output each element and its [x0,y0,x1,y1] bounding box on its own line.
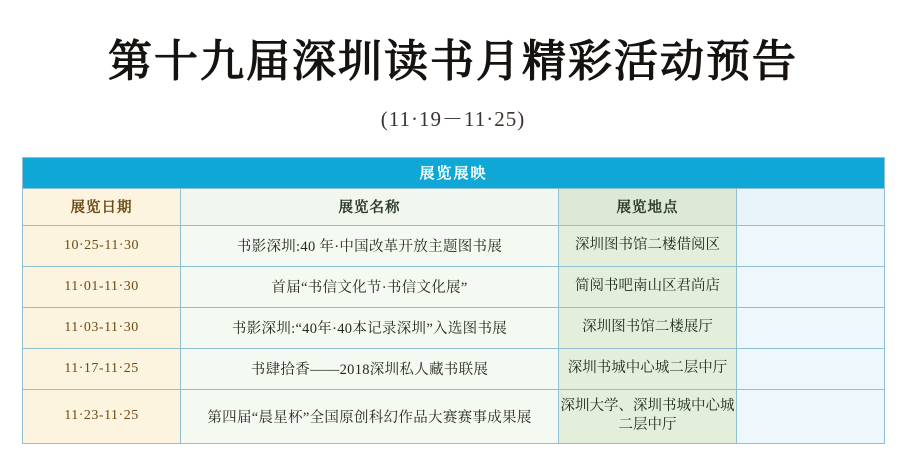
page-title: 第十九届深圳读书月精彩活动预告 [108,37,798,86]
poster-page [0,36,906,475]
cell-date: 11·03-11·30 [23,307,181,348]
cell-place: 深圳图书馆二楼展厅 [559,307,737,348]
cell-name: 书影深圳:“40年·40本记录深圳”入选图书展 [181,307,559,348]
cell-date: 11·01-11·30 [23,266,181,307]
table-row [23,389,885,443]
table-row [23,225,885,266]
schedule-table [22,157,885,444]
cell-name: 首届“书信文化节·书信文化展” [181,266,559,307]
table-row [23,307,885,348]
cell-name: 第四届“晨星杯”全国原创科幻作品大赛赛事成果展 [181,389,559,443]
cell-date: 11·17-11·25 [23,348,181,389]
cell-extra [737,266,885,307]
table-header-row [23,188,885,225]
cell-extra [737,307,885,348]
column-header-name: 展览名称 [181,188,559,225]
section-band-label: 展览展映 [23,157,885,188]
page-subtitle: (11·19－11·25) [380,106,526,131]
cell-place: 深圳书城中心城二层中厅 [559,348,737,389]
cell-extra [737,225,885,266]
column-header-extra [737,188,885,225]
schedule-table-wrapper [22,157,884,444]
cell-date: 10·25-11·30 [23,225,181,266]
cell-place: 简阅书吧南山区君尚店 [559,266,737,307]
column-header-date: 展览日期 [23,188,181,225]
cell-extra [737,348,885,389]
cell-name: 书肆拾香——2018深圳私人藏书联展 [181,348,559,389]
cell-place: 深圳图书馆二楼借阅区 [559,225,737,266]
cell-name: 书影深圳:40 年·中国改革开放主题图书展 [181,225,559,266]
table-band-row [23,157,885,188]
table-row [23,266,885,307]
cell-date: 11·23-11·25 [23,389,181,443]
cell-extra [737,389,885,443]
column-header-place: 展览地点 [559,188,737,225]
cell-place: 深圳大学、深圳书城中心城二层中厅 [559,389,737,443]
table-row [23,348,885,389]
